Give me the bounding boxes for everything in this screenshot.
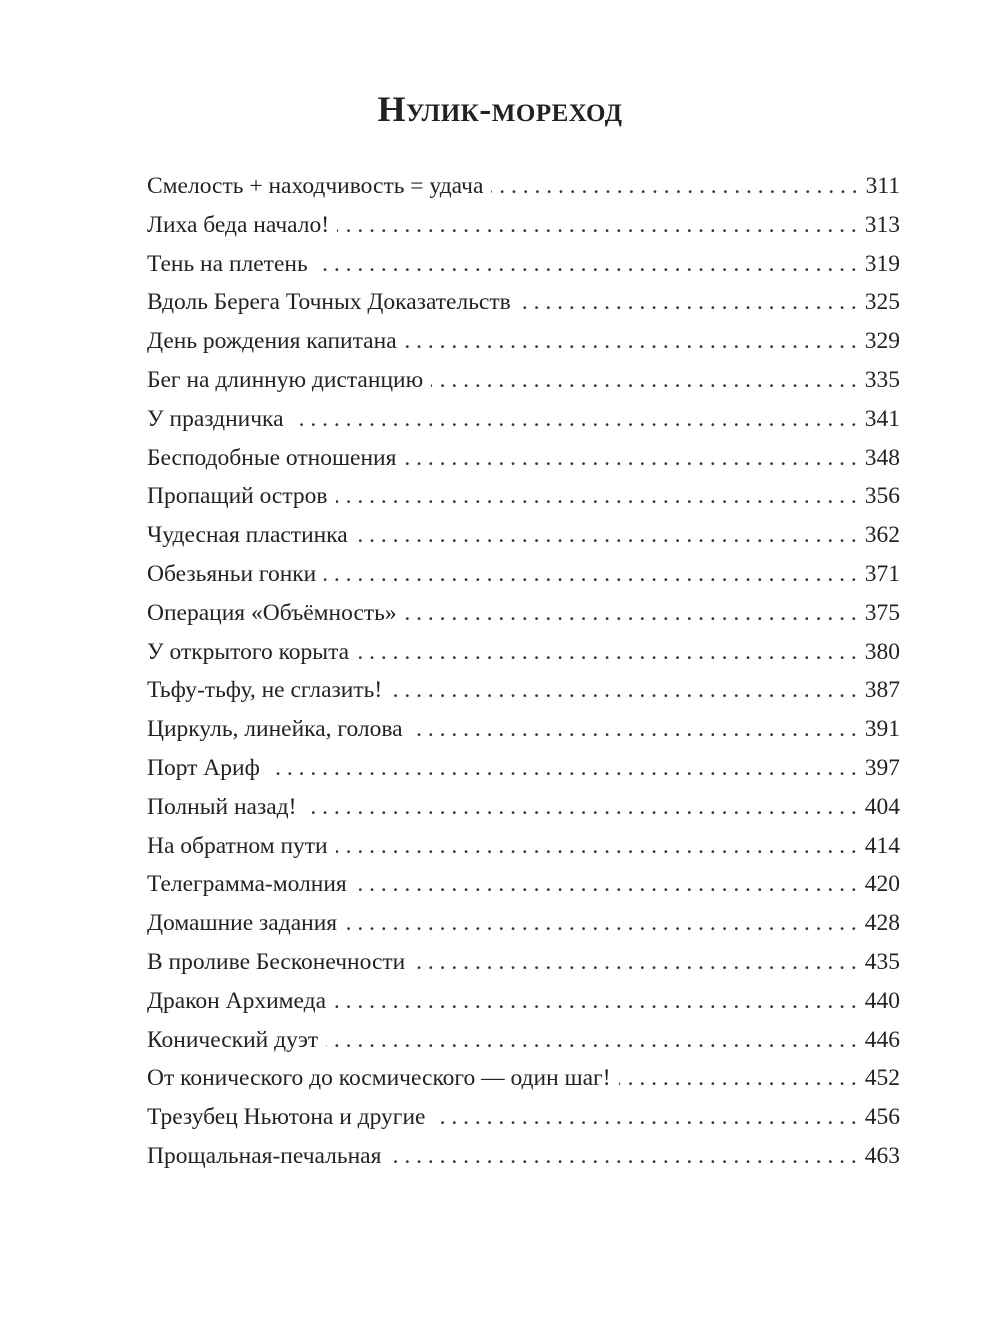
table-of-contents	[147, 167, 900, 1176]
toc-entry-title: Бесподобные отношения	[147, 444, 397, 471]
toc-entry-title: У открытого корыта	[147, 638, 350, 665]
dot-leader	[326, 1021, 857, 1060]
toc-entry[interactable]	[147, 1098, 900, 1137]
toc-entry-page-number: 452	[864, 1065, 900, 1092]
dot-leader	[316, 245, 857, 284]
toc-entry-title: В проливе Бесконечности	[147, 948, 406, 975]
toc-entry-title: Прощальная-печальная	[147, 1142, 382, 1169]
toc-entry-title: Полный назад!	[147, 793, 297, 820]
dot-leader	[491, 167, 857, 206]
dot-leader	[411, 710, 857, 749]
toc-entry-title: У праздничка	[147, 405, 284, 432]
dot-leader	[433, 1098, 856, 1137]
toc-entry-title: Лиха беда начало!	[147, 211, 330, 238]
toc-entry-title: Тень на плетень	[147, 250, 308, 277]
toc-entry-title: Операция «Объёмность»	[147, 599, 397, 626]
dot-leader	[431, 361, 857, 400]
toc-entry-page-number: 325	[864, 289, 900, 316]
toc-entry-title: Телеграмма-молния	[147, 871, 347, 898]
toc-entry[interactable]	[147, 1137, 900, 1176]
dot-leader	[619, 1059, 857, 1098]
toc-entry[interactable]	[147, 1021, 900, 1060]
toc-entry[interactable]	[147, 1059, 900, 1098]
toc-entry-page-number: 428	[864, 910, 900, 937]
toc-entry[interactable]	[147, 671, 900, 710]
toc-entry-page-number: 335	[864, 366, 900, 393]
toc-entry-title: Конический дуэт	[147, 1026, 319, 1053]
dot-leader	[405, 322, 857, 361]
toc-entry-page-number: 319	[864, 250, 900, 277]
toc-entry-title: Порт Ариф	[147, 754, 260, 781]
toc-entry-page-number: 371	[864, 560, 900, 587]
toc-entry-title: Смелость + находчивость = удача	[147, 173, 484, 199]
toc-entry-title: Бег на длинную дистанцию	[147, 366, 424, 393]
dot-leader	[304, 788, 856, 827]
toc-entry-page-number: 375	[864, 599, 900, 626]
toc-entry[interactable]	[147, 516, 900, 555]
toc-entry[interactable]	[147, 555, 900, 594]
dot-leader	[413, 943, 857, 982]
toc-entry[interactable]	[147, 749, 900, 788]
dot-leader	[519, 283, 857, 322]
toc-entry-title: На обратном пути	[147, 832, 328, 859]
dot-leader	[355, 865, 857, 904]
toc-entry-page-number: 440	[864, 987, 900, 1014]
section-title: Нулик-мореход	[377, 89, 623, 129]
toc-entry-page-number: 391	[864, 716, 900, 743]
toc-entry[interactable]	[147, 943, 900, 982]
toc-entry[interactable]	[147, 283, 900, 322]
toc-entry-title: Циркуль, линейка, голова	[147, 716, 403, 743]
dot-leader	[405, 594, 857, 633]
toc-entry-title: Чудесная пластинка	[147, 522, 348, 549]
toc-entry-title: Пропащий остров	[147, 483, 328, 510]
dot-leader	[268, 749, 857, 788]
toc-entry[interactable]	[147, 827, 900, 866]
toc-entry-page-number: 404	[864, 793, 900, 820]
toc-entry[interactable]	[147, 594, 900, 633]
toc-entry[interactable]	[147, 361, 900, 400]
toc-entry-page-number: 348	[864, 444, 900, 471]
toc-entry-page-number: 380	[864, 638, 900, 665]
dot-leader	[324, 555, 856, 594]
toc-entry[interactable]	[147, 245, 900, 284]
toc-entry-title: От конического до космического — один шаг!	[147, 1065, 611, 1092]
dot-leader	[334, 982, 857, 1021]
toc-entry-page-number: 414	[864, 832, 900, 859]
toc-entry[interactable]	[147, 400, 900, 439]
toc-entry-title: Вдоль Берега Точных Доказательств	[147, 289, 511, 316]
dot-leader	[292, 400, 857, 439]
toc-entry[interactable]	[147, 865, 900, 904]
toc-entry[interactable]	[147, 710, 900, 749]
toc-entry[interactable]	[147, 788, 900, 827]
toc-entry-title: Трезубец Ньютона и другие	[147, 1104, 426, 1131]
dot-leader	[336, 827, 857, 866]
toc-entry-title: Тьфу-тьфу, не сглазить!	[147, 677, 383, 704]
toc-entry-page-number: 435	[864, 948, 900, 975]
toc-entry-page-number: 362	[864, 522, 900, 549]
dot-leader	[404, 439, 856, 478]
toc-entry-title: Дракон Архимеда	[147, 987, 327, 1014]
toc-entry-page-number: 397	[864, 754, 900, 781]
toc-entry-title: Домашние задания	[147, 910, 338, 937]
toc-entry-page-number: 341	[864, 405, 900, 432]
toc-entry[interactable]	[147, 904, 900, 943]
toc-entry-page-number: 313	[864, 211, 900, 238]
dot-leader	[345, 904, 857, 943]
dot-leader	[389, 1137, 856, 1176]
toc-entry-page-number: 356	[864, 483, 900, 510]
toc-entry-page-number: 456	[864, 1104, 900, 1131]
toc-entry[interactable]	[147, 633, 900, 672]
toc-entry[interactable]	[147, 439, 900, 478]
toc-entry-title: Обезьяньи гонки	[147, 560, 317, 587]
toc-entry-page-number: 420	[864, 871, 900, 898]
toc-entry[interactable]	[147, 477, 900, 516]
toc-entry[interactable]	[147, 206, 900, 245]
dot-leader	[357, 633, 857, 672]
toc-entry-page-number: 446	[864, 1026, 900, 1053]
toc-entry[interactable]	[147, 322, 900, 361]
toc-entry-page-number: 387	[864, 677, 900, 704]
dot-leader	[390, 671, 857, 710]
toc-entry-page-number: 311	[865, 173, 900, 199]
dot-leader	[337, 206, 857, 245]
toc-entry[interactable]	[147, 982, 900, 1021]
toc-entry-title: День рождения капитана	[147, 328, 397, 355]
dot-leader	[356, 516, 857, 555]
dot-leader	[336, 477, 857, 516]
toc-entry[interactable]	[147, 167, 900, 206]
toc-entry-page-number: 463	[864, 1142, 900, 1169]
toc-entry-page-number: 329	[864, 328, 900, 355]
